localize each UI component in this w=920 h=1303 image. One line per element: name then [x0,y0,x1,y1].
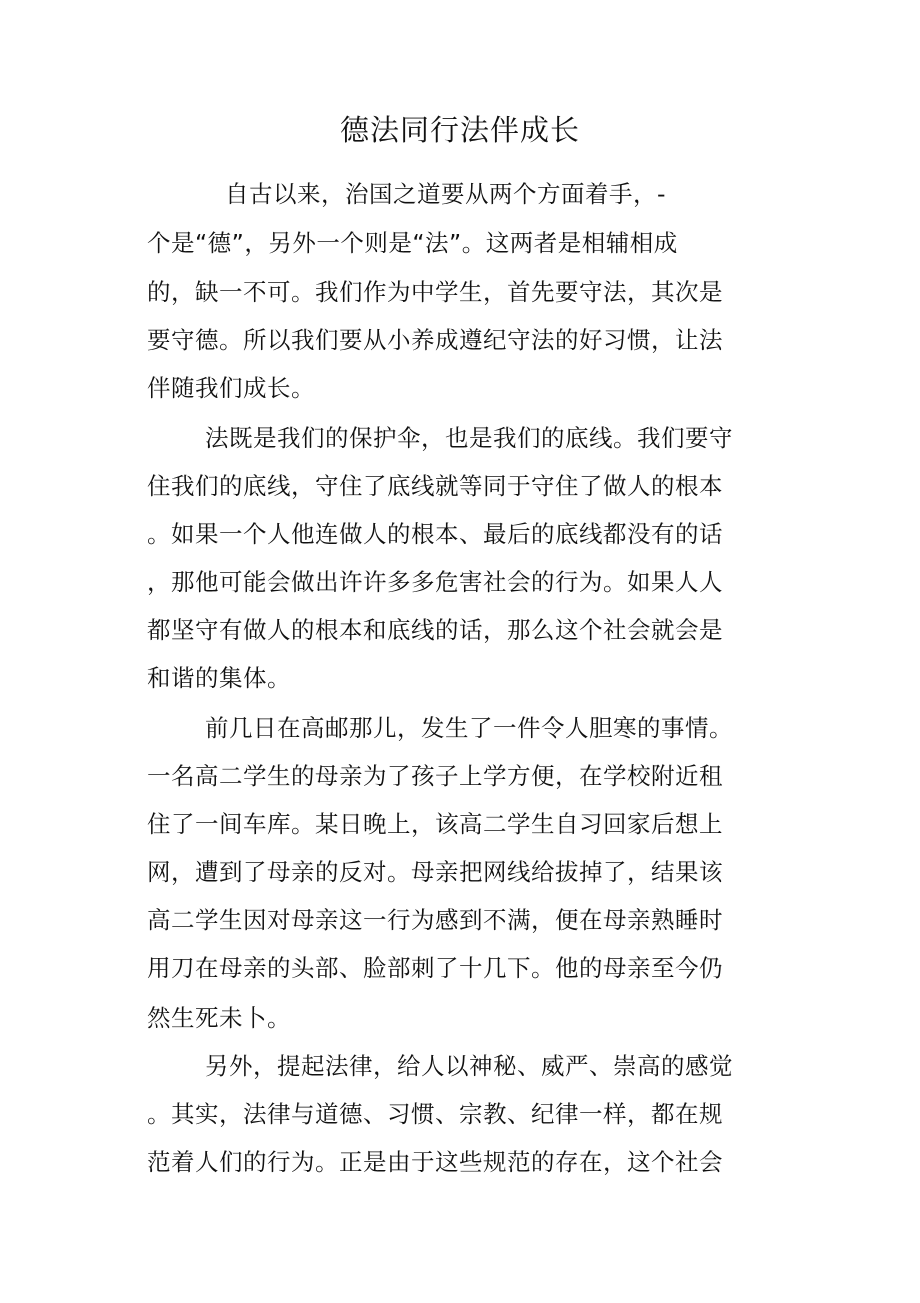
body-line: 一名高二学生的母亲为了孩子上学方便，在学校附近租 [147,762,723,790]
body-line: 前几日在高邮那儿，发生了一件令人胆寒的事情。 [205,714,733,742]
body-line: 要守德。所以我们要从小养成遵纪守法的好习惯，让法 [147,326,723,354]
document-title: 德法同行法伴成长 [339,113,580,147]
body-line: 伴随我们成长。 [147,374,315,402]
body-line: 个是“德”，另外一个则是“法”。这两者是相辅相成 [147,229,678,257]
body-line: 另外，提起法律，给人以神秘、威严、崇高的感觉 [205,1052,733,1080]
body-line: 范着人们的行为。正是由于这些规范的存在，这个社会 [147,1148,723,1176]
body-line: 的，缺一不可。我们作为中学生，首先要守法，其次是 [147,278,723,306]
body-line: 用刀在母亲的头部、脸部刺了十几下。他的母亲至今仍 [147,954,723,982]
body-line: 。其实，法律与道德、习惯、宗教、纪律一样，都在规 [147,1100,723,1128]
body-line: 自古以来，治国之道要从两个方面着手，- [225,180,666,208]
body-line: 法既是我们的保护伞，也是我们的底线。我们要守 [205,424,733,452]
body-line: 住我们的底线，守住了底线就等同于守住了做人的根本 [147,472,723,500]
body-line: 住了一间车库。某日晚上，该高二学生自习回家后想上 [147,810,723,838]
body-line: 和谐的集体。 [147,664,291,692]
body-line: 网，遭到了母亲的反对。母亲把网线给拔掉了，结果该 [147,858,723,886]
body-line: ，那他可能会做出许许多多危害社会的行为。如果人人 [147,568,723,596]
body-line: 。如果一个人他连做人的根本、最后的底线都没有的话 [147,520,723,548]
body-line: 然生死未卜。 [147,1004,291,1032]
body-line: 高二学生因对母亲这一行为感到不满，便在母亲熟睡时 [147,906,723,934]
body-line: 都坚守有做人的根本和底线的话，那么这个社会就会是 [147,616,723,644]
